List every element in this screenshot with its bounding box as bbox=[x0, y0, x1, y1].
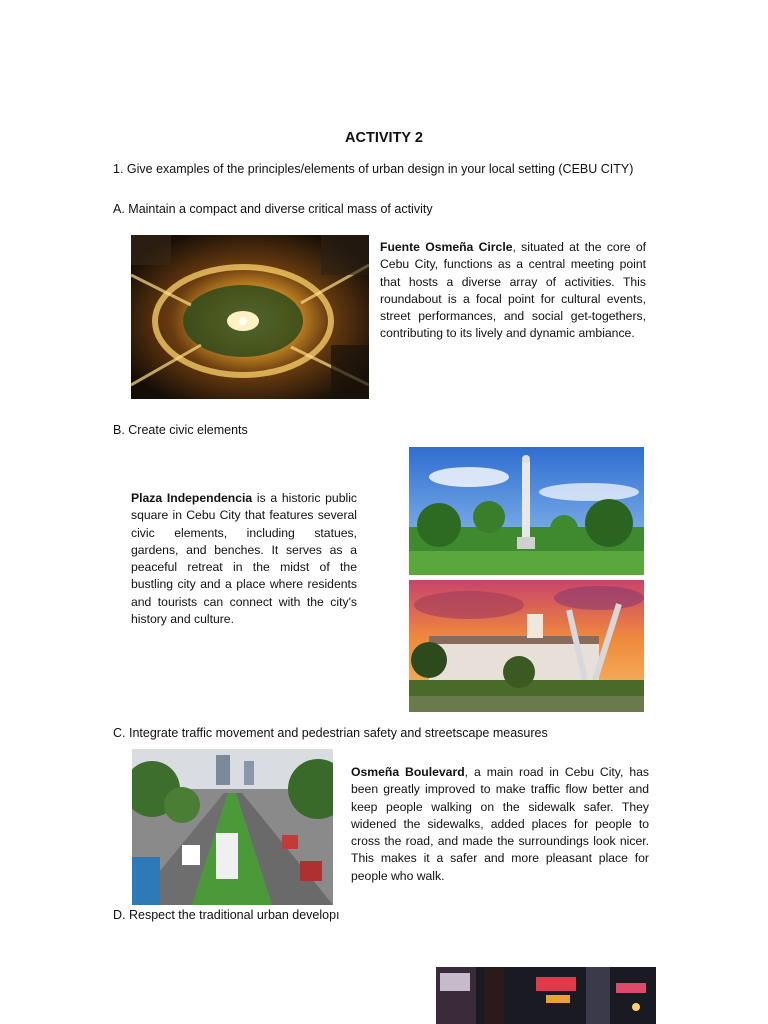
fuente-osmena-circle-name: Fuente Osmeña Circle bbox=[380, 240, 513, 254]
plaza-sunset-photo bbox=[409, 580, 644, 712]
section-a-heading: A. Maintain a compact and diverse critical mass of activity bbox=[113, 202, 433, 216]
section-b-heading: B. Create civic elements bbox=[113, 423, 248, 437]
section-c-heading: C. Integrate traffic movement and pedestrian safety and streetscape measures bbox=[113, 726, 548, 740]
fuente-osmena-circle-photo bbox=[131, 235, 369, 399]
question-text: 1. Give examples of the principles/elements of urban design in your local setting (CEBU CITY) bbox=[113, 162, 634, 176]
section-b-paragraph bbox=[131, 490, 357, 628]
section-a-body: , situated at the core of Cebu City, functions as a central meeting point that hosts a diverse array of activities. This roundabout is a focal point for cultural events, street performances, and social get-togethers, contributing to its lively and dynamic ambiance. bbox=[380, 240, 646, 341]
osmena-boulevard-name: Osmeña Boulevard bbox=[351, 765, 465, 779]
section-c-paragraph bbox=[351, 764, 649, 885]
page-title: ACTIVITY 2 bbox=[345, 130, 423, 146]
night-street-photo bbox=[436, 967, 656, 1024]
section-d-heading: D. Respect the traditional urban developı bbox=[113, 908, 340, 922]
osmena-boulevard-photo bbox=[132, 749, 333, 905]
plaza-independencia-name: Plaza Independencia bbox=[131, 491, 253, 505]
section-a-paragraph bbox=[380, 239, 646, 343]
section-b-body: is a historic public square in Cebu City that features several civic elements, including statues, gardens, and benches. It serves as a peaceful retreat in the midst of the bustling city and a place where residents and tourists can connect with the city's history and culture. bbox=[131, 491, 357, 627]
plaza-monument-photo bbox=[409, 447, 644, 575]
section-c-body: , a main road in Cebu City, has been greatly improved to make traffic flow better and keep people walking on the sidewalk safer. They widened the sidewalks, added places for people to cross the road, and made the surroundings look nicer. This makes it a safer and more pleasant place for people who walk. bbox=[351, 765, 649, 883]
